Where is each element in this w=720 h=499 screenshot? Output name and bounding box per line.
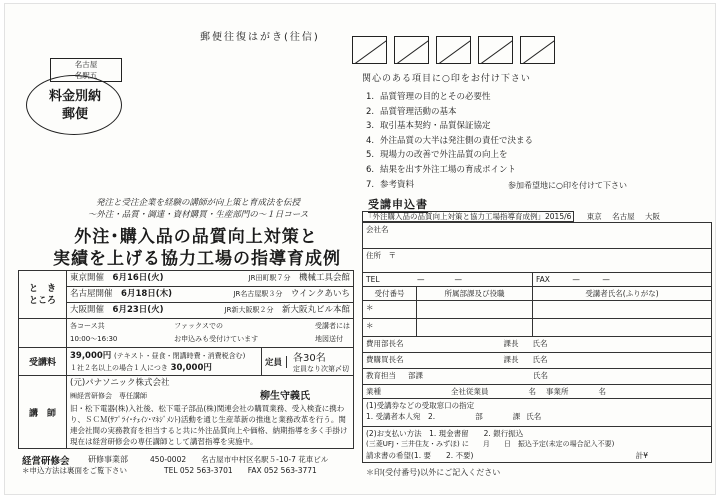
topic-item[interactable]: 5. 現場力の改善で外注品質の向上を (366, 148, 533, 163)
tel-label: TEL (366, 275, 380, 284)
col-name: 受講者氏名(ふりがな) (533, 287, 712, 301)
instructor-cell (67, 376, 354, 449)
stamp-slot (478, 36, 513, 64)
bottom-note: ＊印(受付番号)以外にご記入ください (366, 468, 501, 477)
fax-note1: ファックスでの (174, 322, 223, 330)
intro-line1: 発注と受注企業を経験の講師が向上策と育成法を伝授 (95, 198, 300, 208)
session-station: JR新大阪駅２分 (224, 306, 274, 314)
business-label: 業種 (366, 387, 381, 396)
postmark-line2: 名駅五 (74, 71, 98, 80)
q1-name: 氏名 (526, 412, 542, 421)
session-date: 6月23日(火) (112, 305, 164, 315)
session-station: JR名古屋駅３分 (233, 290, 283, 298)
address-text: 名古屋市中村区名駅５-10-7 花車ビル (201, 455, 329, 464)
course-name: 「外注購入品の品質向上対策と協力工場指導育成例」2015/6 (362, 211, 574, 222)
stamp-slot (520, 36, 555, 64)
q2-invoice: 請求書の希望(1. 要 2. 不要) (366, 451, 474, 460)
flyer-intro (38, 197, 358, 221)
name-label: 氏名 (533, 371, 548, 380)
receipt-cell: ＊ (363, 301, 417, 319)
contact-line (164, 465, 317, 476)
session-date: 6月16日(火) (112, 273, 164, 283)
topic-item[interactable]: 7. 参考資料 (366, 178, 533, 193)
fee-discount: １社２名以上の場合１人につき (70, 363, 168, 372)
employees-label: 全社従業員 (451, 387, 489, 396)
intro-line2: ～外注・品質・調達・資材購買・生産部門の～１日コース (87, 210, 309, 220)
session-nagoya (67, 287, 354, 303)
address-label: 住所 〒 (366, 251, 396, 260)
cost-head-row[interactable] (363, 337, 712, 353)
session-venue: ウインクあいち (290, 289, 350, 299)
stamp-slot (394, 36, 429, 64)
session-venue: 機械工具会館 (298, 273, 350, 283)
time-row (67, 319, 354, 348)
session-date: 6月18日(木) (121, 289, 173, 299)
org-name: 経営研修会 (22, 456, 70, 467)
fee-paid-text (30, 88, 120, 124)
course-line (362, 211, 660, 222)
course-time: 10:00～16:30 (70, 335, 118, 343)
course-label: 各コース共 (70, 322, 105, 330)
fee-discount-amount: 30,000円 (170, 362, 212, 373)
edu-label: 教育担当 (366, 371, 396, 380)
org-dept: 研修事業部 (88, 455, 128, 464)
session-city: 東京開催 (70, 273, 105, 283)
postmark-line1: 名古屋 (74, 60, 98, 69)
topics-list (366, 90, 533, 192)
stamp-slot (436, 36, 471, 64)
name-input[interactable] (533, 301, 712, 319)
company-field[interactable] (363, 223, 712, 249)
topic-item[interactable]: 6. 結果を出す外注工場の育成ポイント (366, 163, 533, 178)
name-input[interactable] (533, 319, 712, 337)
fee-cell (67, 348, 262, 376)
when-where-label: と き ところ (19, 271, 67, 319)
instructor-org: (元)パナソニック株式会社 (70, 378, 170, 388)
capacity-note: 定員なり次第〆切 (293, 365, 350, 373)
business-row[interactable] (363, 385, 712, 399)
form-title: 受講申込書 (368, 198, 428, 211)
fee-label: 受講料 (19, 348, 67, 376)
capacity-cell (262, 348, 354, 376)
name-label: 氏名 (532, 355, 548, 364)
employees-unit: 名 (528, 387, 536, 396)
dept-input[interactable] (417, 301, 533, 319)
tel-field[interactable]: TEL — — (363, 273, 533, 287)
instructor-name: 柳生守義氏 (260, 391, 310, 402)
office-unit: 名 (598, 387, 606, 396)
topic-item[interactable]: 1. 品質管理の目的とその必要性 (366, 90, 533, 105)
postal-code: 450-0002 (150, 455, 187, 464)
name-label: 氏名 (532, 339, 548, 348)
application-form-table (362, 222, 712, 463)
fee-note: (テキスト・昼食・閉講時費・消費税含む) (114, 351, 246, 360)
company-label: 会社名 (366, 225, 389, 234)
edu-dept-label: 部課 (408, 371, 423, 380)
topic-item[interactable]: 2. 品質管理活動の基本 (366, 105, 533, 120)
session-station: JR田町駅７分 (248, 274, 291, 282)
city-option[interactable]: 名古屋 (612, 212, 635, 221)
buyer-head-label: 費購買長名 (366, 355, 404, 364)
capacity-value: 各30名 (293, 353, 326, 364)
map-note1: 受講者には (314, 322, 350, 330)
fee-amount: 39,000円 (70, 350, 112, 361)
session-city: 名古屋開催 (70, 289, 113, 299)
payment-row[interactable] (363, 427, 712, 463)
q2-label: (2)お支払い方法 1. 現金書留 2. 銀行振込 (366, 429, 524, 438)
org-address (150, 454, 328, 465)
section-label: 課長 (503, 339, 519, 348)
instructor-label: 講 師 (19, 376, 67, 449)
buyer-head-row[interactable] (363, 353, 712, 369)
session-osaka (67, 303, 354, 319)
edu-row[interactable] (363, 369, 712, 385)
section-label: 課長 (503, 355, 519, 364)
fax-label: FAX (536, 275, 550, 284)
blank-cell (19, 319, 67, 348)
stamp-slot (352, 36, 387, 64)
topic-item[interactable]: 3. 取引基本契約・品質保証協定 (366, 119, 533, 134)
map-note2: 地図送付 (314, 335, 343, 343)
cost-head-label: 費用部長名 (366, 339, 404, 348)
session-venue: 新大阪丸ビル本館 (281, 305, 350, 315)
col-receipt: 受付番号 (363, 287, 417, 301)
topic-item[interactable]: 4. 外注品質の大半は発注側の責任で決まる (366, 134, 533, 149)
q1-section: 課 (512, 412, 521, 421)
fee-paid-line2: 郵便 (61, 107, 88, 122)
q1-label: (1)受講券などの受取窓口の指定 (366, 401, 475, 410)
dept-input[interactable] (417, 319, 533, 337)
fax-number: FAX 052 563-3771 (247, 466, 317, 475)
instructor-dept: ㈱経営研修会 専任講師 (70, 392, 147, 400)
preference-note: 参加希望地に○印を付けて下さい (508, 181, 627, 190)
fee-paid-line1: 料金別納 (48, 89, 101, 104)
stamp-slots (352, 36, 562, 64)
office-label: 事業所 (546, 387, 569, 396)
seminar-info-table (18, 270, 354, 449)
seminar-title-line1: 外注･購入品の品質向上対策と (74, 227, 318, 247)
col-dept: 所属部課及び役職 (417, 287, 533, 301)
address-field[interactable] (363, 249, 712, 273)
session-city: 大阪開催 (70, 305, 105, 315)
q1-dept: 部 (475, 412, 483, 421)
fax-note2: お申込みも受付けています (174, 335, 259, 343)
tel-number: TEL 052 563-3701 (164, 466, 233, 475)
fax-field[interactable]: FAX — — (533, 273, 712, 287)
session-tokyo (67, 271, 354, 287)
card-title: 郵便往復はがき(往信) (200, 32, 320, 43)
city-option[interactable]: 東京 (586, 212, 602, 221)
q2-total: 計¥ (635, 451, 648, 460)
receipt-window-row[interactable] (363, 399, 712, 427)
seminar-title-line2: 実績を上げる協力工場の指導育成例 (53, 249, 341, 269)
apply-note: ＊申込方法は裏面をご覧下さい (22, 466, 127, 475)
capacity-label: 定員 (265, 356, 287, 368)
q2-bank: (三菱UFJ・三井住友・みずほ) に 月 日 振込予定(未定の場合記入不要) (366, 440, 615, 448)
q1-option: 1. 受講者本人宛 2. (366, 412, 436, 421)
topics-heading: 関心のある項目に○印をお付け下さい (362, 74, 531, 84)
instructor-bio: 旧・松下電器(株)入社後、松下電子部品(株)関連会社の購買業務、受入検査に携わり、ＳＣＭ(ｻﾌﾟﾗｲ･ﾁｪｲﾝ･ﾏﾈｼﾞﾒﾝﾄ)活動を通じ生産革新の推進と業務改革を行う。関連会社間の実務教育を担当すると共に外注品質向上や価格、納期指導を多く手掛け現在は経営研修会の専任講師として講習指導を実施中。 (70, 404, 348, 446)
receipt-cell: ＊ (363, 319, 417, 337)
city-option[interactable]: 大阪 (645, 212, 661, 221)
